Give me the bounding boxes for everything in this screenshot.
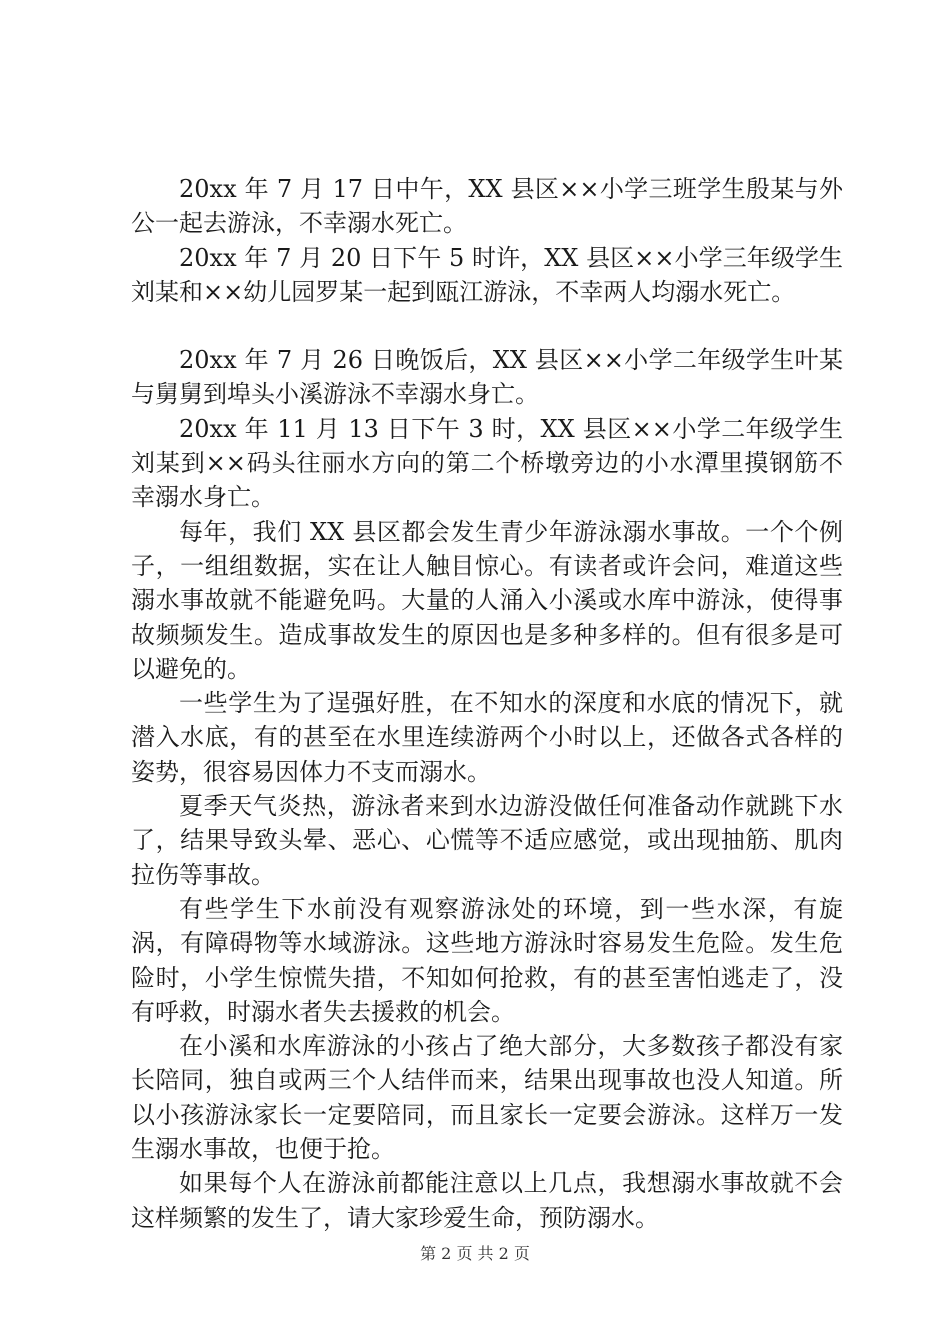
paragraph-incident-2: 20xx 年 7 月 20 日下午 5 时许，XX 县区××小学三年级学生刘某和××幼儿园罗某一起到瓯江游泳，不幸两人均溺水死亡。 <box>131 243 843 306</box>
document-body <box>131 172 843 1235</box>
page-footer: 第 2 页 共 2 页 <box>420 1244 530 1263</box>
paragraph-cause-no-supervision: 在小溪和水库游泳的小孩占了绝大部分，大多数孩子都没有家长陪同，独自或两三个人结伴而来，结果出现事故也没人知道。所以小孩游泳家长一定要陪同，而且家长一定要会游泳。这样万一发生溺水事故，也便于抢。 <box>131 1032 843 1164</box>
paragraph-incident-3: 20xx 年 7 月 26 日晚饭后，XX 县区××小学二年级学生叶某与舅舅到埠头小溪游泳不幸溺水身亡。 <box>131 346 843 409</box>
paragraph-conclusion: 如果每个人在游泳前都能注意以上几点，我想溺水事故就不会这样频繁的发生了，请大家珍爱生命，预防溺水。 <box>131 1169 843 1232</box>
paragraph-incident-4: 20xx 年 11 月 13 日下午 3 时，XX 县区××小学二年级学生刘某到××码头往丽水方向的第二个桥墩旁边的小水潭里摸钢筋不幸溺水身亡。 <box>131 414 843 512</box>
paragraph-incident-1: 20xx 年 7 月 17 日中午，XX 县区××小学三班学生殷某与外公一起去游泳，不幸溺水死亡。 <box>131 175 843 238</box>
paragraph-cause-showing-off: 一些学生为了逞强好胜，在不知水的深度和水底的情况下，就潜入水底，有的甚至在水里连续游两个小时以上，还做各式各样的姿势，很容易因体力不支而溺水。 <box>131 689 843 786</box>
paragraph-overview: 每年，我们 XX 县区都会发生青少年游泳溺水事故。一个个例子，一组组数据，实在让人触目惊心。有读者或许会问，难道这些溺水事故就不能避免吗。大量的人涌入小溪或水库中游泳，使得事故频频发生。造成事故发生的原因也是多种多样的。但有很多是可以避免的。 <box>131 517 843 683</box>
paragraph-cause-no-warmup: 夏季天气炎热，游泳者来到水边游没做任何准备动作就跳下水了，结果导致头晕、恶心、心慌等不适应感觉，或出现抽筋、肌肉拉伤等事故。 <box>131 792 843 889</box>
paragraph-cause-environment: 有些学生下水前没有观察游泳处的环境，到一些水深，有旋涡，有障碍物等水域游泳。这些地方游泳时容易发生危险。发生危险时，小学生惊慌失措，不知如何抢救，有的甚至害怕逃走了，没有呼救，时溺水者失去援救的机会。 <box>131 894 843 1026</box>
